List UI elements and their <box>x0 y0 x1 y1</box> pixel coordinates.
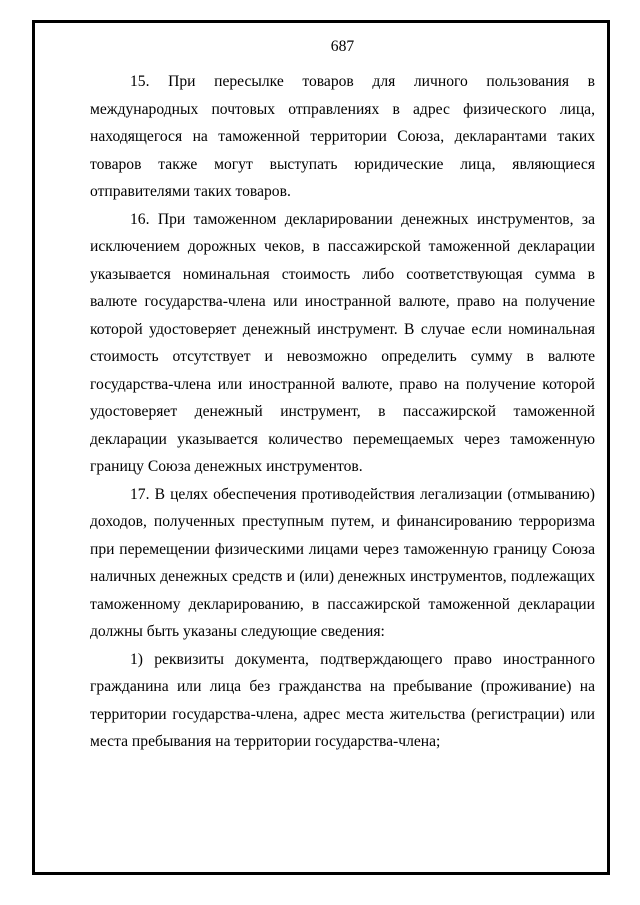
document-body <box>90 36 595 756</box>
paragraph-17: 17. В целях обеспечения противодействия легализации (отмыванию) доходов, полученных преступным путем, и финансированию терроризма при перемещении физическими лицами через таможенную границу Союза наличных денежных средств и (или) денежных инструментов, подлежащих таможенному декларированию, в пассажирской таможенной декларации должны быть указаны следующие сведения: <box>90 485 595 640</box>
page-number: 687 <box>330 38 355 55</box>
paragraph-16: 16. При таможенном декларировании денежных инструментов, за исключением дорожных чеков, в пассажирской таможенной декларации указывается номинальная стоимость либо соответствующая сумма в валюте государства-члена или иностранной валюте, право на получение которой удостоверяет денежный инструмент. В случае если номинальная стоимость отсутствует и невозможно определить сумму в валюте государства-члена или иностранной валюте, право на получение которой удостоверяет денежный инструмент, в пассажирской таможенной декларации указывается количество перемещаемых через таможенную границу Союза денежных инструментов. <box>90 210 595 475</box>
paragraph-17-item-1: 1) реквизиты документа, подтверждающего право иностранного гражданина или лица без гражданства на пребывание (проживание) на территории государства-члена, адрес места жительства (регистрации) или места пребывания на территории государства-члена; <box>90 650 595 750</box>
paragraph-15: 15. При пересылке товаров для личного пользования в международных почтовых отправлениях в адрес физического лица, находящегося на таможенной территории Союза, декларантами таких товаров также могут выступать юридические лица, являющиеся отправителями таких товаров. <box>90 73 595 200</box>
